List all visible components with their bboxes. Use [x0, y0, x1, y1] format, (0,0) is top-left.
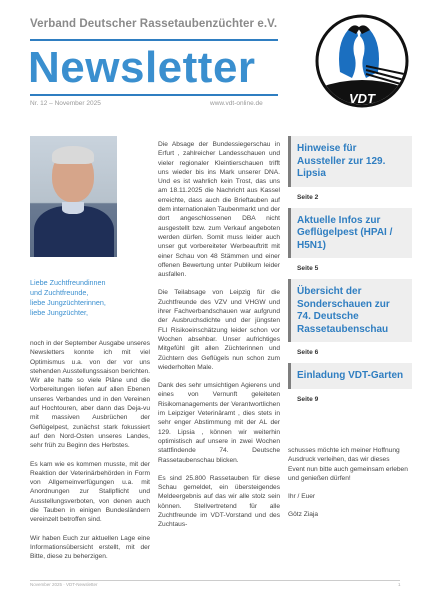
- newsletter-title: Newsletter: [28, 43, 256, 92]
- column-3: [288, 446, 408, 529]
- paragraph: Wir haben Euch zur aktuellen Lage eine Informationsübersicht erstellt, mit der Bitte, diese zu beherzigen.: [30, 534, 150, 561]
- footer-rule: [30, 580, 400, 581]
- paragraph: Die Absage der Bundessiegerschau in Erfurt , zahlreicher Landesschauen und vieler regionaler Kleintierschauen trifft uns wieder bis ins Mark unserer DNA. Und es ist wahrlich kein Trost, das uns am 18.11.2025 die Nachricht aus Kassel erreichte, dass auch die Brieftauben auf dem internationalen Taubenmarkt und der dort angeschlossenen DBA nicht ausgestellt bzw. zum Verkauf angeboten werden dürfen. Somit muss leider auch unser gut vorbereiteter Werbeauftritt mit einer Schau von 48 Stämmen und einer offenen Bewertung unter Publikum leider ausfallen.: [158, 141, 280, 279]
- greeting-line: Liebe Zuchtfreundinnen: [30, 278, 106, 287]
- toc-item[interactable]: [288, 363, 412, 389]
- closing: Ihr / Euer: [288, 493, 316, 501]
- toc-item[interactable]: [288, 208, 412, 259]
- toc-item[interactable]: [288, 279, 412, 342]
- paragraph: Es kam wie es kommen musste, mit der Reaktion der Veterinärbehörden in Form von Allgemeinverfügungen u.a. mit Anordnungen zur Stallpflicht und Ausstellungsverboten, von denen auch die Tauben in einigen Bundesländern vereinzelt betroffen sind.: [30, 460, 150, 524]
- issue-label: Nr. 12 – November 2025: [30, 100, 101, 107]
- toc-heading: Aktuelle Infos zur Geflügelpest (HPAI / H5N1): [297, 214, 393, 251]
- greeting: [30, 278, 140, 318]
- page-number: 1: [398, 582, 401, 587]
- signature: Götz Ziaja: [288, 511, 319, 519]
- paragraph: schusses möchte ich meiner Hoffnung Ausdruck verleihen, das wir dieses Event nun bitte auch gemeinsam erleben und genießen dürfen!: [288, 447, 408, 482]
- greeting-line: liebe Jungzüchterinnen,: [30, 298, 106, 307]
- author-photo: [30, 136, 117, 257]
- toc-page: Seite 2: [297, 193, 319, 201]
- sidebar-toc: [288, 136, 412, 410]
- paragraph: Dank des sehr umsichtigen Agierens und eines von Vernunft geleiteten Risikomanagements der Verantwortlichen im Leipziger Veterinäramt , dies stets in sehr enger Abstimmung mit der AL der 129. Lipsia , können wir weiterhin optimistisch auf unsere in zwei Wochen stattfindende 74. Deutsche Rassetaubenschau blicken.: [158, 382, 280, 464]
- vdt-logo: [308, 14, 416, 112]
- toc-page: Seite 9: [297, 395, 319, 403]
- paragraph: noch in der September Ausgabe unseres Newsletters konnte ich mit viel Optimismus u.a. von der vor uns stehenden Ausstellungssaison berichten. Wir alle hatte so viele Pläne und die Vorbereitungen liefen auf allen Ebenen unseres Verbandes und in den Vereinen auf Hochtouren, aber dann das Deja-vu mit massiven Ausbrüchen der Geflügelpest, zunächst stark fokussiert auf den Nord-Osten unseres Landes, sehr früh zu Beginn des Herbstes.: [30, 340, 150, 450]
- toc-item[interactable]: [288, 136, 412, 187]
- column-2: [158, 140, 280, 539]
- logo-text: VDT: [349, 91, 375, 106]
- title-rule-bottom: [30, 94, 278, 96]
- paragraph: Die Teilabsage von Leipzig für die Zuchtfreunde des VZV und VHGW und ihrer Fachverbandschauen war aufgrund der Ausbruchsdichte und der jüngsten FLI Risikoeinschätzung leider schon vor Wochen absehbar. Unser aufrichtiges Mitgefühl gilt allen Züchterinnen und Züchtern des Geflügels nun schon zum wiederholten Male.: [158, 289, 280, 371]
- toc-heading: Hinweise für Aussteller zur 129. Lipsia: [297, 143, 386, 179]
- column-1: [30, 339, 150, 571]
- org-name: Verband Deutscher Rassetaubenzüchter e.V.: [30, 18, 278, 30]
- paragraph: Es sind 25.800 Rassetauben für diese Schau gemeldet, ein übersteigendes Meldeergebnis auf das wir alle stolz sein können. Stellvertretend für alle Zuchtfreunde im VDT-Vorstand und des Zuchtaus-: [158, 474, 280, 529]
- greeting-line: liebe Jungzüchter,: [30, 308, 88, 317]
- toc-heading: Einladung VDT-Garten: [297, 370, 404, 381]
- toc-page: Seite 6: [297, 349, 319, 356]
- toc-heading: Übersicht der Sonderschauen zur 74. Deutsche Rassetaubenschau: [297, 286, 390, 335]
- footer-text: November 2025 · VDT-Newsletter: [30, 582, 98, 587]
- greeting-line: und Zuchtfreunde,: [30, 288, 89, 297]
- toc-page: Seite 5: [297, 265, 319, 272]
- website-link[interactable]: www.vdt-online.de: [210, 100, 263, 107]
